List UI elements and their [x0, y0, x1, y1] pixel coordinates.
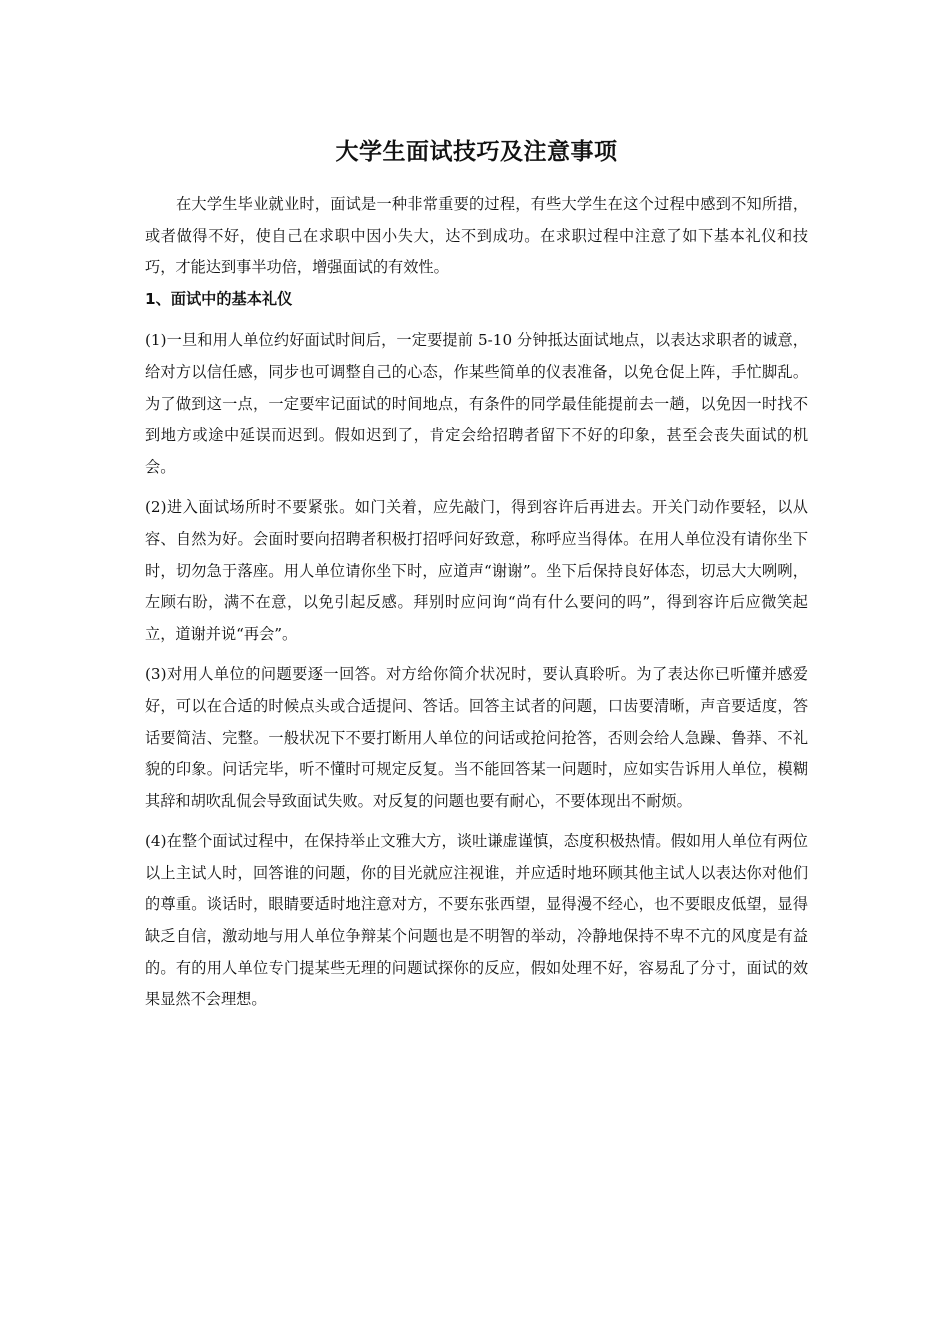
paragraph-4: (4)在整个面试过程中，在保持举止文雅大方，谈吐谦虚谨慎，态度积极热情。假如用人单位有两位以上主试人时，回答谁的问题，你的目光就应注视谁，并应适时地环顾其他主试人以表达你对他们的尊重。谈话时，眼睛要适时地注意对方，不要东张西望，显得漫不经心，也不要眼皮低望，显得缺乏自信，激动地与用人单位争辩某个问题也是不明智的举动，冷静地保持不卑不亢的风度是有益的。有的用人单位专门提某些无理的问题试探你的反应，假如处理不好，容易乱了分寸，面试的效果显然不会理想。: [145, 832, 808, 1009]
paragraph-1: (1)一旦和用人单位约好面试时间后，一定要提前 5-10 分钟抵达面试地点，以表达求职者的诚意，给对方以信任感，同步也可调整自己的心态，作某些简单的仪表准备，以免仓促上阵，手忙脚乱。为了做到这一点，一定要牢记面试的时间地点，有条件的同学最佳能提前去一趟，以免因一时找不到地方或途中延误而迟到。假如迟到了，肯定会给招聘者留下不好的印象，甚至会丧失面试的机会。: [145, 331, 808, 476]
document-title: 大学生面试技巧及注意事项: [335, 139, 618, 165]
section-heading: 1、面试中的基本礼仪: [145, 289, 293, 308]
paragraph-2: (2)进入面试场所时不要紧张。如门关着，应先敲门，得到容许后再进去。开关门动作要轻，以从容、自然为好。会面时要向招聘者积极打招呼问好致意，称呼应当得体。在用人单位没有请你坐下时，切勿急于落座。用人单位请你坐下时，应道声“谢谢”。坐下后保持良好体态，切忌大大咧咧，左顾右盼，满不在意，以免引起反感。拜别时应问询“尚有什么要问的吗”，得到容许后应微笑起立，道谢并说“再会”。: [145, 498, 808, 643]
intro-paragraph: 在大学生毕业就业时，面试是一种非常重要的过程，有些大学生在这个过程中感到不知所措，或者做得不好，使自己在求职中因小失大，达不到成功。在求职过程中注意了如下基本礼仪和技巧，才能达到事半功倍，增强面试的有效性。: [145, 195, 808, 277]
paragraph-3: (3)对用人单位的问题要逐一回答。对方给你简介状况时，要认真聆听。为了表达你已听懂并感爱好，可以在合适的时候点头或合适提问、答话。回答主试者的问题，口齿要清晰，声音要适度，答话要简洁、完整。一般状况下不要打断用人单位的问话或抢问抢答，否则会给人急躁、鲁莽、不礼貌的印象。问话完毕，听不懂时可规定反复。当不能回答某一问题时，应如实告诉用人单位，模糊其辞和胡吹乱侃会导致面试失败。对反复的问题也要有耐心，不要体现出不耐烦。: [145, 665, 808, 810]
document-body: [145, 189, 808, 1016]
